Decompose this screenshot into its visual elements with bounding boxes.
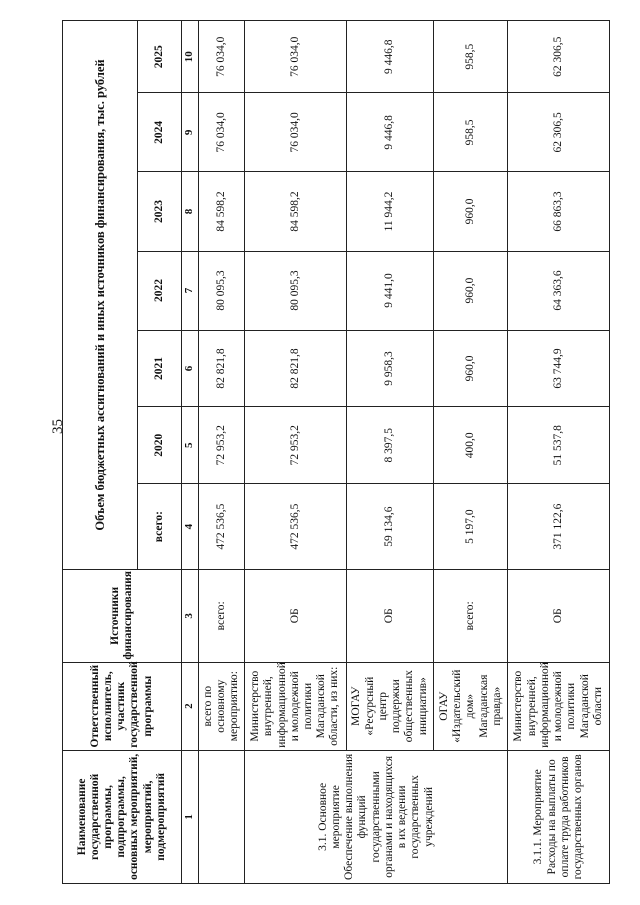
row-source: всего: xyxy=(198,570,244,663)
rotated-table-wrapper xyxy=(62,20,610,884)
year-header: 2023 xyxy=(138,172,182,251)
col-index: 6 xyxy=(181,330,198,407)
row-executor: всего по основному мероприятию: xyxy=(198,662,244,750)
row-source: ОБ xyxy=(346,570,434,663)
row-executor: МОГАУ «Ресурсный центр поддержки общественных инициатив» xyxy=(346,662,434,750)
value-cell: 371 122,6 xyxy=(508,484,610,570)
value-cell: 84 598,2 xyxy=(198,172,244,251)
value-cell: 76 034,0 xyxy=(245,21,347,93)
header-source: Источники финансирования xyxy=(63,570,182,663)
col-index: 1 xyxy=(181,750,198,883)
value-cell: 64 363,6 xyxy=(508,251,610,330)
row-source: всего: xyxy=(434,570,508,663)
value-cell: 472 536,5 xyxy=(198,484,244,570)
row-executor: ОГАУ «Издательский дом» Магаданская правда» xyxy=(434,662,508,750)
value-cell: 62 306,5 xyxy=(508,21,610,93)
value-cell: 76 034,0 xyxy=(198,93,244,172)
value-cell: 11 944,2 xyxy=(346,172,434,251)
col-index: 10 xyxy=(181,21,198,93)
header-executor: Ответственный исполнитель, участник государственной программы xyxy=(63,662,182,750)
year-header: 2020 xyxy=(138,407,182,484)
index-row xyxy=(181,21,198,884)
value-cell: 51 537,8 xyxy=(508,407,610,484)
col-index: 4 xyxy=(181,484,198,570)
value-cell: 63 744,9 xyxy=(508,330,610,407)
header-volume: Объем бюджетных ассигнований и иных источников финансирования, тыс. рублей xyxy=(63,21,138,570)
value-cell: 958,5 xyxy=(434,93,508,172)
year-header: всего: xyxy=(138,484,182,570)
col-index: 2 xyxy=(181,662,198,750)
col-index: 8 xyxy=(181,172,198,251)
year-header: 2021 xyxy=(138,330,182,407)
row-name xyxy=(198,750,244,883)
value-cell: 960,0 xyxy=(434,251,508,330)
financing-table xyxy=(62,20,610,884)
table-row xyxy=(508,21,610,884)
value-cell: 8 397,5 xyxy=(346,407,434,484)
value-cell: 66 863,3 xyxy=(508,172,610,251)
value-cell: 82 821,8 xyxy=(245,330,347,407)
row-name: 3.1. Основное мероприятие Обеспечение выполнения функций государственными органами и находящихся в их ведении государственных учреждений xyxy=(245,750,508,883)
year-header: 2025 xyxy=(138,21,182,93)
value-cell: 472 536,5 xyxy=(245,484,347,570)
value-cell: 84 598,2 xyxy=(245,172,347,251)
page-number: 35 xyxy=(50,419,66,434)
year-header: 2024 xyxy=(138,93,182,172)
header-row-1 xyxy=(63,21,138,884)
col-index: 3 xyxy=(181,570,198,663)
value-cell: 62 306,5 xyxy=(508,93,610,172)
value-cell: 960,0 xyxy=(434,172,508,251)
row-source: ОБ xyxy=(245,570,347,663)
value-cell: 59 134,6 xyxy=(346,484,434,570)
value-cell: 5 197,0 xyxy=(434,484,508,570)
year-header: 2022 xyxy=(138,251,182,330)
value-cell: 80 095,3 xyxy=(198,251,244,330)
value-cell: 9 446,8 xyxy=(346,93,434,172)
col-index: 7 xyxy=(181,251,198,330)
value-cell: 72 953,2 xyxy=(245,407,347,484)
value-cell: 960,0 xyxy=(434,330,508,407)
row-name: 3.1.1. Мероприятие Расходы на выплаты по оплате труда работников государственных органов xyxy=(508,750,610,883)
value-cell: 72 953,2 xyxy=(198,407,244,484)
value-cell: 76 034,0 xyxy=(198,21,244,93)
value-cell: 76 034,0 xyxy=(245,93,347,172)
value-cell: 9 441,0 xyxy=(346,251,434,330)
table-row xyxy=(245,21,347,884)
header-name: Наименование государственной программы, подпрограммы, основных мероприятий, мероприятий, подмероприятий xyxy=(63,750,182,883)
row-executor: Министерство внутренней, информационной и молодежной политики Магаданской области xyxy=(508,662,610,750)
document-sheet xyxy=(62,20,610,884)
value-cell: 80 095,3 xyxy=(245,251,347,330)
row-source: ОБ xyxy=(508,570,610,663)
row-executor: Министерство внутренней, информационной и молодежной политики Магаданской области, из них: xyxy=(245,662,347,750)
col-index: 5 xyxy=(181,407,198,484)
col-index: 9 xyxy=(181,93,198,172)
value-cell: 82 821,8 xyxy=(198,330,244,407)
table-row xyxy=(198,21,244,884)
value-cell: 958,5 xyxy=(434,21,508,93)
value-cell: 9 958,3 xyxy=(346,330,434,407)
value-cell: 400,0 xyxy=(434,407,508,484)
value-cell: 9 446,8 xyxy=(346,21,434,93)
